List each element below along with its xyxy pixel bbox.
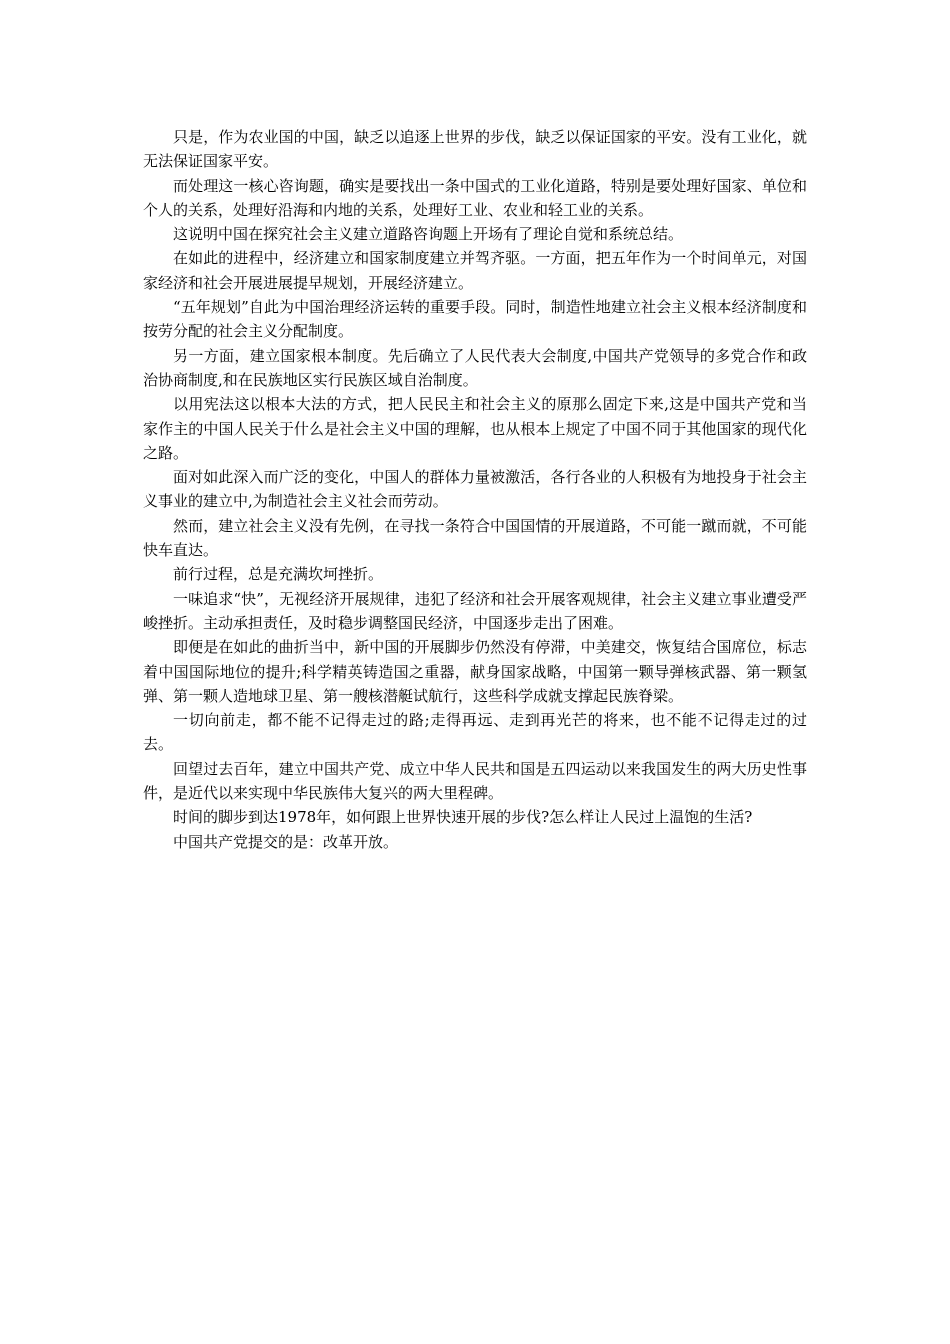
paragraph: 而处理这一核心咨询题，确实是要找出一条中国式的工业化道路，特别是要处理好国家、单位和个人的关系，处理好沿海和内地的关系，处理好工业、农业和轻工业的关系。: [143, 176, 807, 219]
paragraph: 中国共产党提交的是：改革开放。: [173, 832, 399, 851]
paragraph: 一切向前走，都不能不记得走过的路;走得再远、走到再光芒的将来，也不能不记得走过的过去。: [143, 711, 807, 754]
paragraph: 即便是在如此的曲折当中，新中国的开展脚步仍然没有停滞，中美建交，恢复结合国席位，标志着中国国际地位的提升;科学精英铸造国之重器，献身国家战略，中国第一颗导弹核武器、第一颗氢弹、第一颗人造地球卫星、第一艘核潜艇试航行，这些科学成就支撑起民族脊梁。: [143, 638, 807, 705]
paragraph: 这说明中国在探究社会主义建立道路咨询题上开场有了理论自觉和系统总结。: [173, 225, 684, 244]
paragraph: 一味追求“快”，无视经济开展规律，违犯了经济和社会开展客观规律，社会主义建立事业遭受严峻挫折。主动承担责任，及时稳步调整国民经济，中国逐步走出了困难。: [143, 589, 807, 632]
document-body: [143, 125, 807, 854]
paragraph: “五年规划”自此为中国治理经济运转的重要手段。同时，制造性地建立社会主义根本经济制度和按劳分配的社会主义分配制度。: [143, 298, 807, 341]
paragraph: 然而，建立社会主义没有先例，在寻找一条符合中国国情的开展道路，不可能一蹴而就，不可能快车直达。: [143, 516, 807, 560]
paragraph: 以用宪法这以根本大法的方式，把人民民主和社会主义的原那么固定下来,这是中国共产党和当家作主的中国人民关于什么是社会主义中国的理解，也从根本上规定了中国不同于其他国家的现代化之路。: [143, 395, 807, 462]
paragraph: 回望过去百年，建立中国共产党、成立中华人民共和国是五四运动以来我国发生的两大历史性事件，是近代以来实现中华民族伟大复兴的两大里程碑。: [143, 759, 807, 803]
paragraph: 前行过程，总是充满坎坷挫折。: [173, 565, 384, 584]
paragraph: 面对如此深入而广泛的变化，中国人的群体力量被激活，各行各业的人积极有为地投身于社会主义事业的建立中,为制造社会主义社会而劳动。: [143, 468, 807, 511]
paragraph: 另一方面，建立国家根本制度。先后确立了人民代表大会制度,中国共产党领导的多党合作和政治协商制度,和在民族地区实行民族区域自治制度。: [143, 346, 807, 389]
paragraph: 时间的脚步到达1978年，如何跟上世界快速开展的步伐?怎么样让人民过上温饱的生活?: [173, 808, 753, 827]
paragraph: 只是，作为农业国的中国，缺乏以追逐上世界的步伐，缺乏以保证国家的平安。没有工业化，就无法保证国家平安。: [143, 128, 807, 171]
paragraph: 在如此的进程中，经济建立和国家制度建立并驾齐驱。一方面，把五年作为一个时间单元，对国家经济和社会开展进展提早规划，开展经济建立。: [143, 249, 807, 292]
